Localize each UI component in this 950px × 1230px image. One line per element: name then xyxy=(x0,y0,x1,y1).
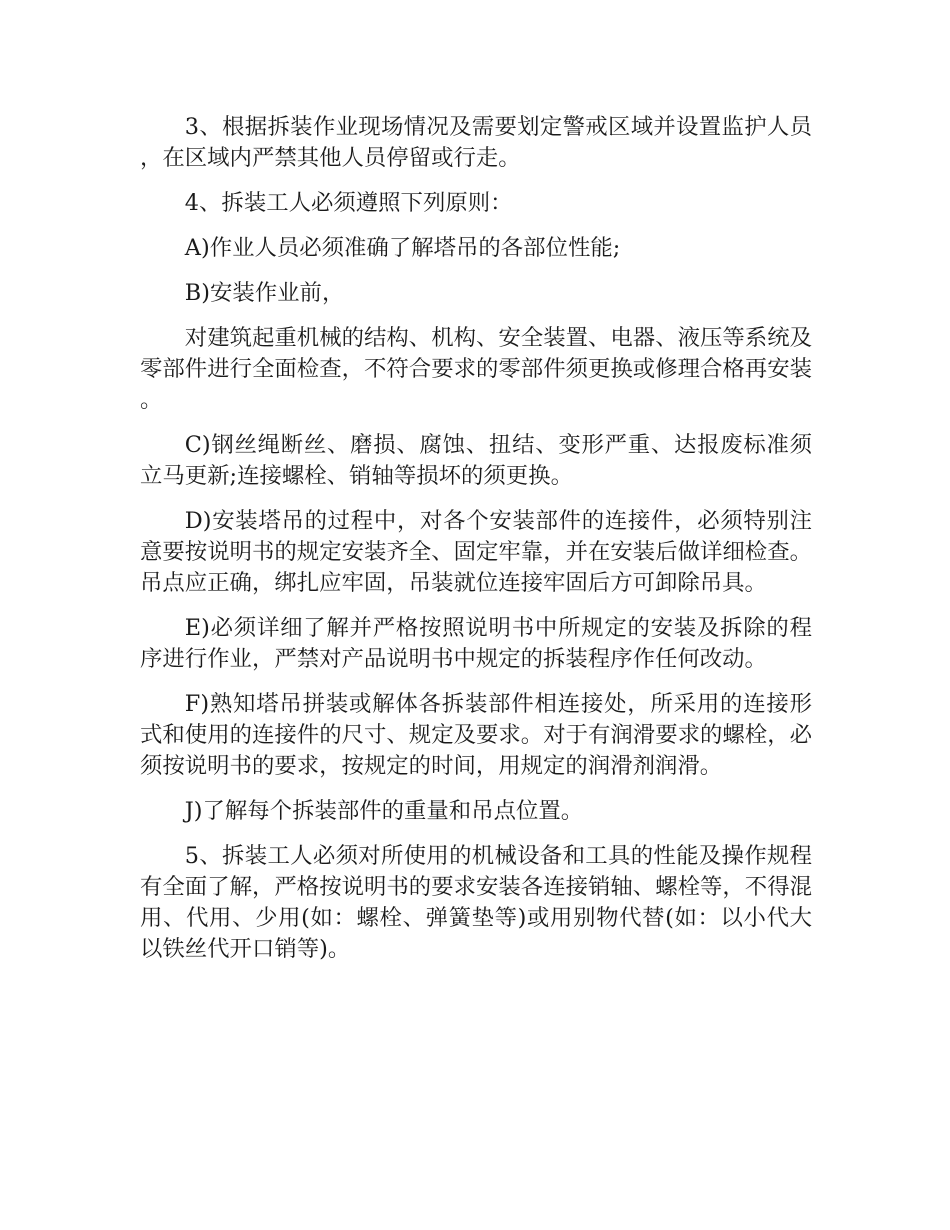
paragraph-item-e: E)必须详细了解并严格按照说明书中所规定的安装及拆除的程序进行作业，严禁对产品说明书中规定的拆装程序作任何改动。 xyxy=(140,615,812,672)
paragraph-inspection: 对建筑起重机械的结构、机构、安全装置、电器、液压等系统及零部件进行全面检查，不符合要求的零部件须更换或修理合格再安装。 xyxy=(140,325,812,413)
paragraph-item-c: C)钢丝绳断丝、磨损、腐蚀、扭结、变形严重、达报废标准须立马更新;连接螺栓、销轴等损坏的须更换。 xyxy=(140,432,812,489)
document-body xyxy=(140,112,812,979)
paragraph-item-b: B)安装作业前， xyxy=(184,280,345,306)
paragraph-item-d: D)安装塔吊的过程中，对各个安装部件的连接件，必须特别注意要按说明书的规定安装齐全、固定牢靠，并在安装后做详细检查。吊点应正确，绑扎应牢固，吊装就位连接牢固后方可卸除吊具。 xyxy=(140,508,812,596)
paragraph-item-f: F)熟知塔吊拼装或解体各拆装部件相连接处，所采用的连接形式和使用的连接件的尺寸、规定及要求。对于有润滑要求的螺栓，必须按说明书的要求，按规定的时间，用规定的润滑剂润滑。 xyxy=(140,691,812,779)
paragraph-item-j: J)了解每个拆装部件的重量和吊点位置。 xyxy=(184,798,584,824)
paragraph-item-a: A)作业人员必须准确了解塔吊的各部位性能; xyxy=(184,235,621,261)
paragraph-item-4: 4、拆装工人必须遵照下列原则： xyxy=(184,190,513,216)
paragraph-item-3: 3、根据拆装作业现场情况及需要划定警戒区域并设置监护人员，在区域内严禁其他人员停留或行走。 xyxy=(140,114,812,171)
paragraph-item-5: 5、拆装工人必须对所使用的机械设备和工具的性能及操作规程有全面了解，严格按说明书的要求安装各连接销轴、螺栓等，不得混用、代用、少用(如：螺栓、弹簧垫等)或用别物代替(如：以小代大以铁丝代开口销等)。 xyxy=(140,843,812,962)
